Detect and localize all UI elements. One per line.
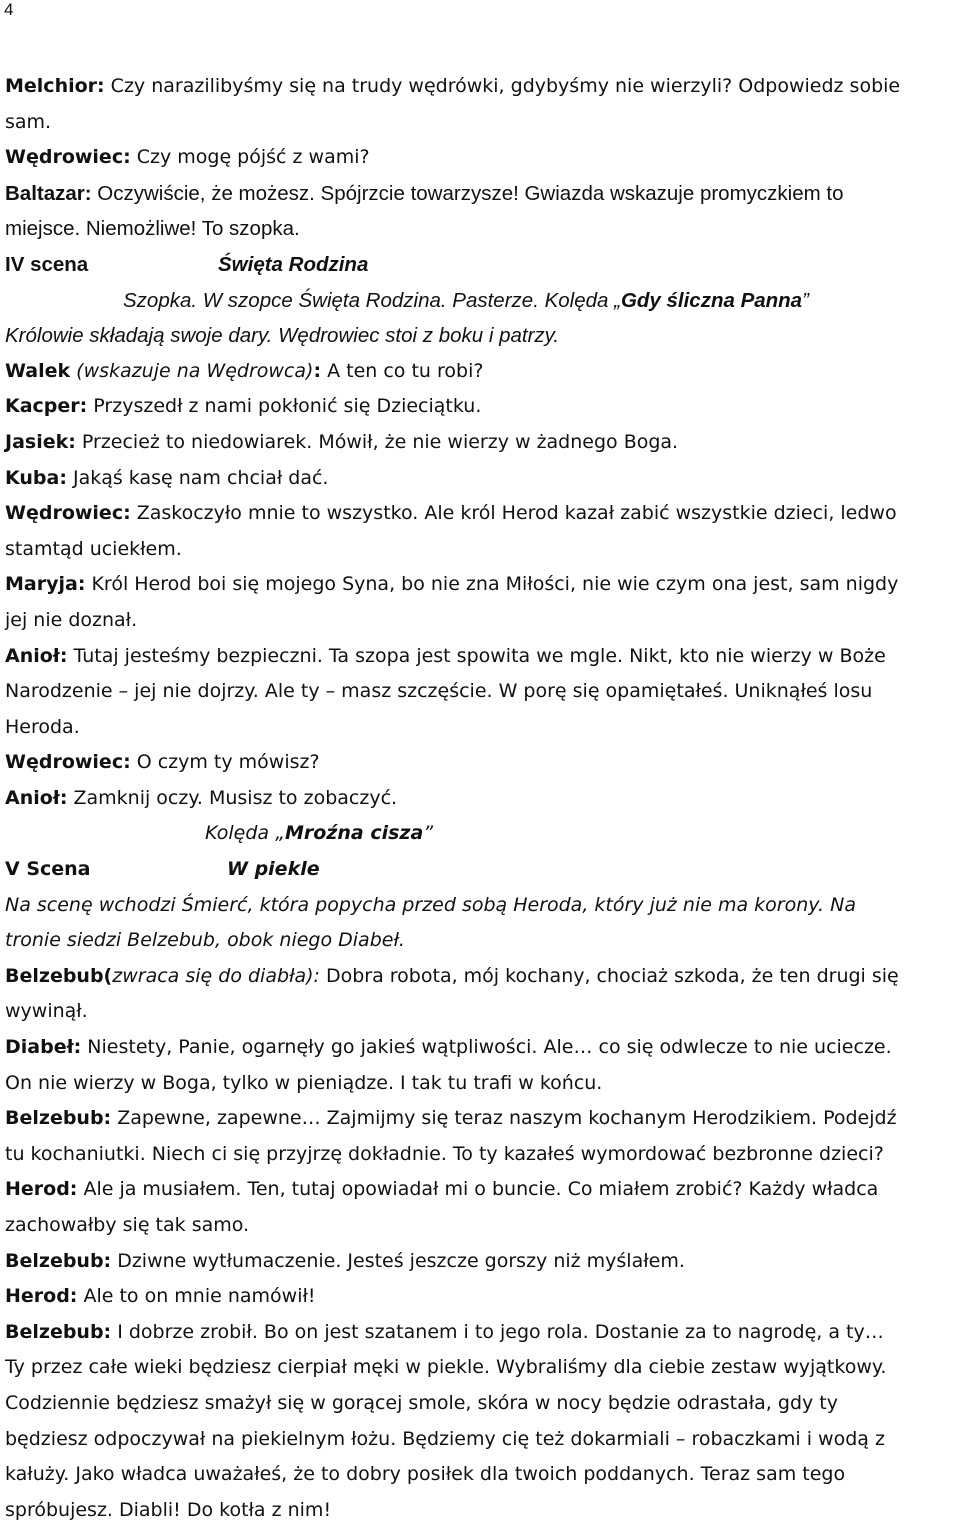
dialogue-line	[5, 1030, 960, 1066]
line-text: stamtąd uciekłem.	[5, 537, 182, 560]
speaker-name: Kacper:	[5, 395, 88, 418]
carol-title: Mroźna cisza	[284, 822, 424, 845]
dialogue-line	[5, 567, 960, 603]
line-text: Dziwne wytłumaczenie. Jesteś jeszcze gorszy niż myślałem.	[111, 1249, 685, 1272]
line-text: A ten co tu robi?	[321, 359, 484, 382]
speaker-name: Belzebub:	[5, 1249, 112, 1272]
stage-direction	[5, 888, 960, 924]
speaker-name: Melchior:	[5, 75, 105, 97]
line-text: Zaskoczyło mnie to wszystko. Ale król Herod kazał zabić wszystkie dzieci, ledwo	[130, 502, 897, 525]
line-text: Jakąś kasę nam chciał dać.	[66, 466, 329, 489]
dialogue-line	[5, 496, 960, 532]
line-text: jej nie doznał.	[5, 608, 138, 631]
line-text: ”	[802, 288, 809, 312]
speaker-name: Herod:	[5, 1178, 78, 1201]
line-text: wywinął.	[5, 1000, 88, 1023]
line-text: Narodzenie – jej nie dojrzy. Ale ty – masz szczęście. W porę się opamiętałeś. Uniknąłeś losu	[5, 680, 873, 703]
line-text: ”	[423, 822, 434, 845]
speaker-name: Wędrowiec:	[5, 146, 131, 169]
dialogue-line	[5, 639, 960, 675]
text-line	[5, 994, 960, 1030]
stage-note: (wskazuje na Wędrowca)	[70, 359, 314, 382]
stage-direction	[5, 923, 960, 959]
dialogue-line	[5, 1172, 960, 1208]
speaker-name: Wędrowiec:	[5, 751, 131, 774]
line-text: Czy narazilibyśmy się na trudy wędrówki, gdybyśmy nie wierzyli? Odpowiedz sobie	[104, 75, 901, 97]
stage-direction	[5, 318, 960, 354]
dialogue-line	[5, 1279, 960, 1315]
line-text: sam.	[5, 110, 52, 133]
line-text: Heroda.	[5, 715, 80, 738]
text-line	[5, 710, 960, 746]
scene-title: W piekle	[227, 858, 320, 881]
line-text: Szopka. W szopce Święta Rodzina. Pasterze. Kolęda „	[123, 288, 621, 312]
line-text: Czy mogę pójść z wami?	[130, 146, 370, 169]
text-line	[5, 532, 960, 568]
line-text: Niestety, Panie, ogarnęły go jakieś wątpliwości. Ale… co się odwlecze to nie uciecze.	[81, 1036, 892, 1059]
line-text: I dobrze zrobił. Bo on jest szatanem i to jego rola. Dostanie za to nagrodę, a ty…	[111, 1320, 884, 1343]
speaker-name: Diabeł:	[5, 1036, 82, 1059]
dialogue-line	[5, 69, 960, 105]
scene-title: Święta Rodzina	[218, 252, 369, 276]
line-text: będziesz odpoczywał na piekielnym łożu. Będziemy cię też dokarmiali – robaczkami i wodą z	[5, 1427, 885, 1450]
dialogue-line	[5, 389, 960, 425]
dialogue-line	[5, 781, 960, 817]
speaker-name: Belzebub:	[5, 1107, 112, 1130]
dialogue-line	[5, 140, 960, 176]
line-text: Oczywiście, że możesz. Spójrzcie towarzysze! Gwiazda wskazuje promyczkiem to	[91, 181, 844, 205]
speaker-name: Herod:	[5, 1285, 78, 1308]
dialogue-line	[5, 1244, 960, 1280]
page-number: 4	[4, 0, 14, 19]
dialogue-line	[5, 959, 960, 995]
dialogue-line	[5, 461, 960, 497]
speaker-name: Baltazar:	[5, 181, 92, 205]
scene-heading	[5, 852, 960, 888]
text-line	[5, 1066, 960, 1102]
line-text: Przyszedł z nami pokłonić się Dzieciątku.	[87, 395, 482, 418]
line-text: tu kochaniutki. Niech ci się przyjrzę dokładnie. To ty kazałeś wymordować bezbronne dzieci?	[5, 1142, 884, 1165]
line-text: Tutaj jesteśmy bezpieczni. Ta szopa jest spowita we mgle. Nikt, kto nie wierzy w Boże	[67, 644, 886, 667]
line-text: On nie wierzy w Boga, tylko w pieniądze. I tak tu trafi w końcu.	[5, 1071, 603, 1094]
dialogue-line	[5, 425, 960, 461]
text-line	[5, 1493, 960, 1528]
line-text: Ty przez całe wieki będziesz cierpiał męki w piekle. Wybraliśmy dla ciebie zestaw wyjątkowy.	[5, 1356, 887, 1379]
scene-heading	[5, 247, 960, 283]
line-text: kałuży. Jako władca uważałeś, że to dobry posiłek dla twoich poddanych. Teraz sam tego	[5, 1463, 846, 1486]
scene-number: V Scena	[5, 858, 91, 881]
line-text: spróbujesz. Diabli! Do kotła z nim!	[5, 1498, 332, 1521]
line-text: Król Herod boi się mojego Syna, bo nie zna Miłości, nie wie czym ona jest, sam nigdy	[85, 573, 899, 596]
speaker-name: Maryja:	[5, 573, 86, 596]
text-line	[5, 1137, 960, 1173]
line-text: Codziennie będziesz smażył się w gorącej smole, skóra w nocy będzie odrastała, gdy ty	[5, 1391, 838, 1414]
dialogue-line	[5, 1101, 960, 1137]
text-line	[5, 1422, 960, 1458]
dialogue-line	[5, 1315, 960, 1351]
line-text: O czym ty mówisz?	[130, 751, 320, 774]
carol-line	[5, 816, 960, 852]
line-text: Królowie składają swoje dary. Wędrowiec stoi z boku i patrzy.	[5, 324, 560, 348]
speaker-colon: :	[313, 359, 322, 382]
line-text: miejsce. Niemożliwe! To szopka.	[5, 217, 300, 241]
stage-note: zwraca się do diabła):	[112, 964, 320, 987]
dialogue-line	[5, 354, 960, 390]
dialogue-line	[5, 745, 960, 781]
speaker-name: Anioł:	[5, 644, 68, 667]
speaker-name: Wędrowiec:	[5, 502, 131, 525]
stage-direction	[5, 283, 960, 319]
line-text: Ale ja musiałem. Ten, tutaj opowiadał mi o buncie. Co miałem zrobić? Każdy władca	[77, 1178, 879, 1201]
text-line	[5, 105, 960, 141]
line-text: Kolęda „	[205, 822, 285, 845]
line-text: Zamknij oczy. Musisz to zobaczyć.	[67, 786, 398, 809]
script-text	[5, 69, 960, 1528]
speaker-name: Belzebub:	[5, 1320, 112, 1343]
text-line	[5, 211, 960, 247]
text-line	[5, 1386, 960, 1422]
line-text: Zapewne, zapewne… Zajmijmy się teraz naszym kochanym Herodzikiem. Podejdź	[111, 1107, 897, 1130]
speaker-name: Kuba:	[5, 466, 67, 489]
text-line	[5, 603, 960, 639]
dialogue-line	[5, 176, 960, 212]
text-line	[5, 1350, 960, 1386]
line-text: tronie siedzi Belzebub, obok niego Diabeł.	[5, 929, 405, 952]
carol-title: Gdy śliczna Panna	[620, 288, 803, 312]
text-line	[5, 1457, 960, 1493]
speaker-name: Jasiek:	[5, 430, 76, 453]
line-text: Dobra robota, mój kochany, chociaż szkoda, że ten drugi się	[319, 964, 899, 987]
speaker-name: Anioł:	[5, 786, 68, 809]
text-line	[5, 674, 960, 710]
line-text: Przecież to niedowiarek. Mówił, że nie wierzy w żadnego Boga.	[75, 430, 679, 453]
line-text: Ale to on mnie namówił!	[77, 1285, 316, 1308]
speaker-name: Walek	[5, 359, 71, 382]
scene-number: IV scena	[5, 252, 89, 276]
speaker-name: Belzebub(	[5, 964, 113, 987]
text-line	[5, 1208, 960, 1244]
line-text: zachowałby się tak samo.	[5, 1214, 250, 1236]
line-text: Na scenę wchodzi Śmierć, która popycha przed sobą Heroda, który już nie ma korony. Na	[5, 893, 856, 916]
